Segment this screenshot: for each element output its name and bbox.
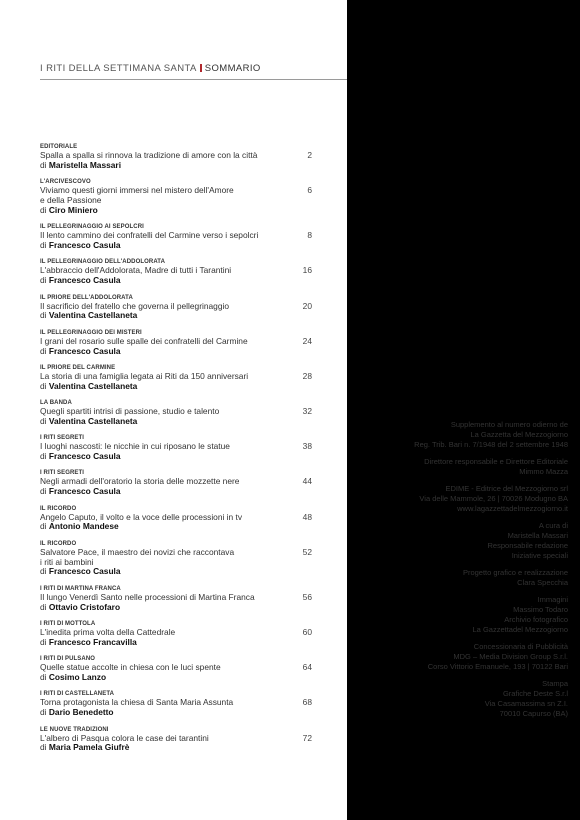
credit-block (348, 679, 568, 719)
toc-author (40, 206, 282, 216)
credit-block (348, 420, 568, 450)
toc-author (40, 161, 282, 171)
toc-page-number: 44 (302, 476, 312, 487)
toc-category: I RITI SEGRETI (40, 435, 85, 442)
toc-category: IL PELLEGRINAGGIO AI SEPOLCRI (40, 224, 144, 231)
toc-title: Quelle statue accolte in chiesa con le luci spente (40, 662, 221, 673)
toc-author-name: Valentina Castellaneta (48, 310, 138, 321)
toc-author-name: Maria Pamela Giufrè (48, 742, 130, 753)
toc-author-prefix: di (40, 415, 47, 426)
toc-entry[interactable] (40, 329, 312, 357)
toc-author-prefix: di (40, 275, 47, 286)
toc-author-name: Francesco Casula (48, 239, 121, 250)
toc-author (40, 567, 282, 577)
credit-line: Progetto grafico e realizzazione (462, 568, 568, 577)
page-title: SOMMARIO (204, 63, 261, 74)
toc-author-name: Antonio Mandese (48, 521, 119, 532)
credit-line: Corso Vittorio Emanuele, 193 | 70122 Bari (427, 662, 568, 671)
toc-author-prefix: di (40, 742, 47, 753)
toc-entry[interactable] (40, 690, 312, 718)
toc-page-number: 24 (302, 335, 312, 346)
toc-category: I RITI SEGRETI (40, 470, 85, 477)
toc-author-prefix: di (40, 204, 47, 215)
toc-title: Il lungo Venerdì Santo nelle processioni di Martina Franca (40, 591, 255, 602)
toc-category: IL PRIORE DEL CARMINE (40, 364, 116, 371)
credit-block (348, 484, 568, 514)
header-separator (200, 64, 202, 72)
toc-author-prefix: di (40, 380, 47, 391)
toc-title: Spalla a spalla si rinnova la tradizione di amore con la città (40, 150, 258, 160)
toc-author-prefix: di (40, 239, 47, 250)
toc-author (40, 311, 282, 321)
toc-title: Negli armadi dell'oratorio la storia delle mozzette nere (40, 476, 240, 487)
toc-author (40, 382, 282, 392)
toc-title: Torna protagonista la chiesa di Santa Maria Assunta (40, 697, 234, 708)
toc-entry[interactable] (40, 258, 312, 286)
toc-author-name: Francesco Casula (48, 566, 121, 577)
toc-page-number: 2 (307, 150, 312, 160)
credit-line: Mimmo Mazza (519, 467, 568, 476)
credit-line: Responsabile redazione (487, 541, 568, 550)
toc-category: I RITI DI MARTINA FRANCA (40, 585, 121, 592)
toc-entry[interactable] (40, 655, 312, 683)
toc-entry[interactable] (40, 620, 312, 648)
page-header (40, 63, 261, 74)
toc-author (40, 743, 282, 753)
toc-author (40, 417, 282, 427)
credit-line: Via delle Mammole, 26 | 70026 Modugno BA (419, 494, 568, 503)
credit-line: La Gazzettadel Mezzogiorno (472, 625, 568, 634)
toc-author-name: Cosimo Lanzo (48, 672, 107, 683)
toc-page-number: 28 (302, 370, 312, 381)
credit-block (348, 457, 568, 477)
toc-author-name: Valentina Castellaneta (48, 380, 138, 391)
toc-entry[interactable] (40, 294, 312, 322)
toc-author-prefix: di (40, 345, 47, 356)
toc-author-name: Valentina Castellaneta (48, 415, 138, 426)
toc-author (40, 487, 282, 497)
toc-author (40, 638, 282, 648)
toc-title: Il lento cammino dei confratelli del Carmine verso i sepolcri (40, 230, 259, 241)
toc-author-prefix: di (40, 636, 47, 647)
toc-author (40, 673, 282, 683)
toc-author-prefix: di (40, 310, 47, 321)
toc-title: L'albero di Pasqua colora le case dei tarantini (40, 732, 209, 743)
toc-category: I RITI DI CASTELLANETA (40, 691, 115, 698)
credit-block (348, 642, 568, 672)
toc-author-prefix: di (40, 521, 47, 532)
credit-block (348, 595, 568, 635)
toc-page-number: 68 (302, 697, 312, 708)
toc-title: i riti ai bambini (40, 556, 94, 567)
toc-author-name: Francesco Casula (48, 345, 121, 356)
toc-page-number: 20 (302, 300, 312, 311)
credit-line: MDG – Media Division Group S.r.l. (453, 652, 568, 661)
toc-title: Angelo Caputo, il volto e la voce delle processioni in tv (40, 511, 243, 522)
toc-page-number: 38 (302, 441, 312, 452)
toc-category: LE NUOVE TRADIZIONI (40, 726, 109, 733)
colophon (348, 420, 568, 726)
toc-author-name: Dario Benedetto (48, 707, 114, 718)
toc-entry[interactable] (40, 469, 312, 497)
toc-category: LA BANDA (40, 400, 72, 407)
toc-author-prefix: di (40, 486, 47, 497)
credit-line: Iniziative speciali (511, 551, 568, 560)
table-of-contents (40, 143, 312, 761)
credit-block (348, 568, 568, 588)
toc-category: I RITI DI MOTTOLA (40, 621, 96, 628)
toc-title: Viviamo questi giorni immersi nel mistero dell'Amore (40, 185, 234, 196)
credit-line: Archivio fotografico (504, 615, 568, 624)
toc-entry[interactable] (40, 434, 312, 462)
toc-page-number: 60 (302, 627, 312, 638)
toc-title: L'abbraccio dell'Addolorata, Madre di tutti i Tarantini (40, 265, 232, 276)
toc-entry[interactable] (40, 726, 312, 754)
toc-page-number: 56 (302, 591, 312, 602)
toc-page-number: 64 (302, 662, 312, 673)
toc-page-number: 8 (307, 230, 312, 241)
toc-entry[interactable] (40, 585, 312, 613)
toc-category: IL PELLEGRINAGGIO DELL'ADDOLORATA (40, 259, 166, 266)
toc-author-prefix: di (40, 601, 47, 612)
toc-category: IL RICORDO (40, 540, 77, 547)
credit-line: A cura di (538, 521, 568, 530)
toc-title: Quegli spartiti intrisi di passione, studio e talento (40, 406, 220, 417)
toc-title: Salvatore Pace, il maestro dei novizi che raccontava (40, 546, 235, 557)
toc-author (40, 347, 282, 357)
toc-entry[interactable] (40, 364, 312, 392)
toc-category: IL PRIORE DELL'ADDOLORATA (40, 294, 133, 301)
credit-line: EDIME - Editrice del Mezzogiorno srl (445, 484, 568, 493)
toc-page-number: 72 (302, 732, 312, 743)
credit-line: Direttore responsabile e Direttore Editoriale (424, 457, 568, 466)
toc-category: IL RICORDO (40, 505, 77, 512)
toc-title: I luoghi nascosti: le nicchie in cui riposano le statue (40, 441, 230, 452)
credit-line: Supplemento al numero odierno de (450, 420, 568, 429)
credit-line: Concessionaria di Pubblicità (473, 642, 568, 651)
toc-author-prefix: di (40, 566, 47, 577)
toc-author-name: Francesco Casula (48, 486, 121, 497)
toc-author-prefix: di (40, 672, 47, 683)
toc-category: L'ARCIVESCOVO (40, 179, 91, 186)
toc-author (40, 603, 282, 613)
toc-category: IL PELLEGRINAGGIO DEI MISTERI (40, 329, 142, 336)
toc-author-name: Francesco Casula (48, 275, 121, 286)
credit-line: Clara Specchia (517, 578, 568, 587)
toc-page-number: 48 (302, 511, 312, 522)
credit-block (348, 521, 568, 561)
toc-author-prefix: di (40, 707, 47, 718)
toc-author-prefix: di (40, 451, 47, 462)
toc-author (40, 522, 282, 532)
credit-line: La Gazzetta del Mezzogiorno (470, 430, 568, 439)
toc-author-name: Ottavio Cristofaro (48, 601, 121, 612)
header-rule (40, 79, 347, 80)
credit-line: 70010 Capurso (BA) (499, 709, 568, 718)
toc-entry[interactable] (40, 399, 312, 427)
credit-line: Reg. Trib. Bari n. 7/1948 del 2 settembre 1948 (414, 440, 568, 449)
credit-line: Massimo Todaro (513, 605, 568, 614)
toc-author (40, 452, 282, 462)
toc-author (40, 708, 282, 718)
toc-page-number: 16 (302, 265, 312, 276)
toc-entry[interactable] (40, 505, 312, 533)
credit-line: www.lagazzettadelmezzogiorno.it (457, 504, 568, 513)
toc-author-name: Maristella Massari (48, 159, 122, 170)
section-label: I RITI DELLA SETTIMANA SANTA (40, 63, 197, 74)
toc-title: e della Passione (40, 194, 102, 205)
toc-page-number: 32 (302, 406, 312, 417)
toc-author (40, 241, 282, 251)
toc-category: EDITORIALE (40, 144, 78, 150)
toc-entry[interactable] (40, 540, 312, 577)
toc-title: La storia di una famiglia legata ai Riti da 150 anniversari (40, 370, 249, 381)
toc-title: I grani del rosario sulle spalle dei confratelli del Carmine (40, 335, 248, 346)
toc-page-number: 52 (302, 546, 312, 557)
credit-line: Grafiche Deste S.r.l (502, 689, 568, 698)
credit-line: Stampa (542, 679, 568, 688)
toc-author-prefix: di (40, 159, 47, 170)
toc-entry[interactable] (40, 223, 312, 251)
toc-author-name: Ciro Miniero (48, 204, 98, 215)
toc-title: Il sacrificio del fratello che governa il pellegrinaggio (40, 300, 230, 311)
toc-author-name: Francesco Francavilla (48, 636, 137, 647)
credit-line: Via Casamassima sn Z.I. (484, 699, 568, 708)
toc-entry[interactable] (40, 143, 312, 171)
toc-page-number: 6 (307, 185, 312, 196)
toc-author-name: Francesco Casula (48, 451, 121, 462)
toc-title: L'inedita prima volta della Cattedrale (40, 627, 176, 638)
toc-author (40, 276, 282, 286)
toc-category: I RITI DI PULSANO (40, 656, 96, 663)
credit-line: Immagini (537, 595, 568, 604)
toc-entry[interactable] (40, 178, 312, 215)
credit-line: Maristella Massari (507, 531, 568, 540)
